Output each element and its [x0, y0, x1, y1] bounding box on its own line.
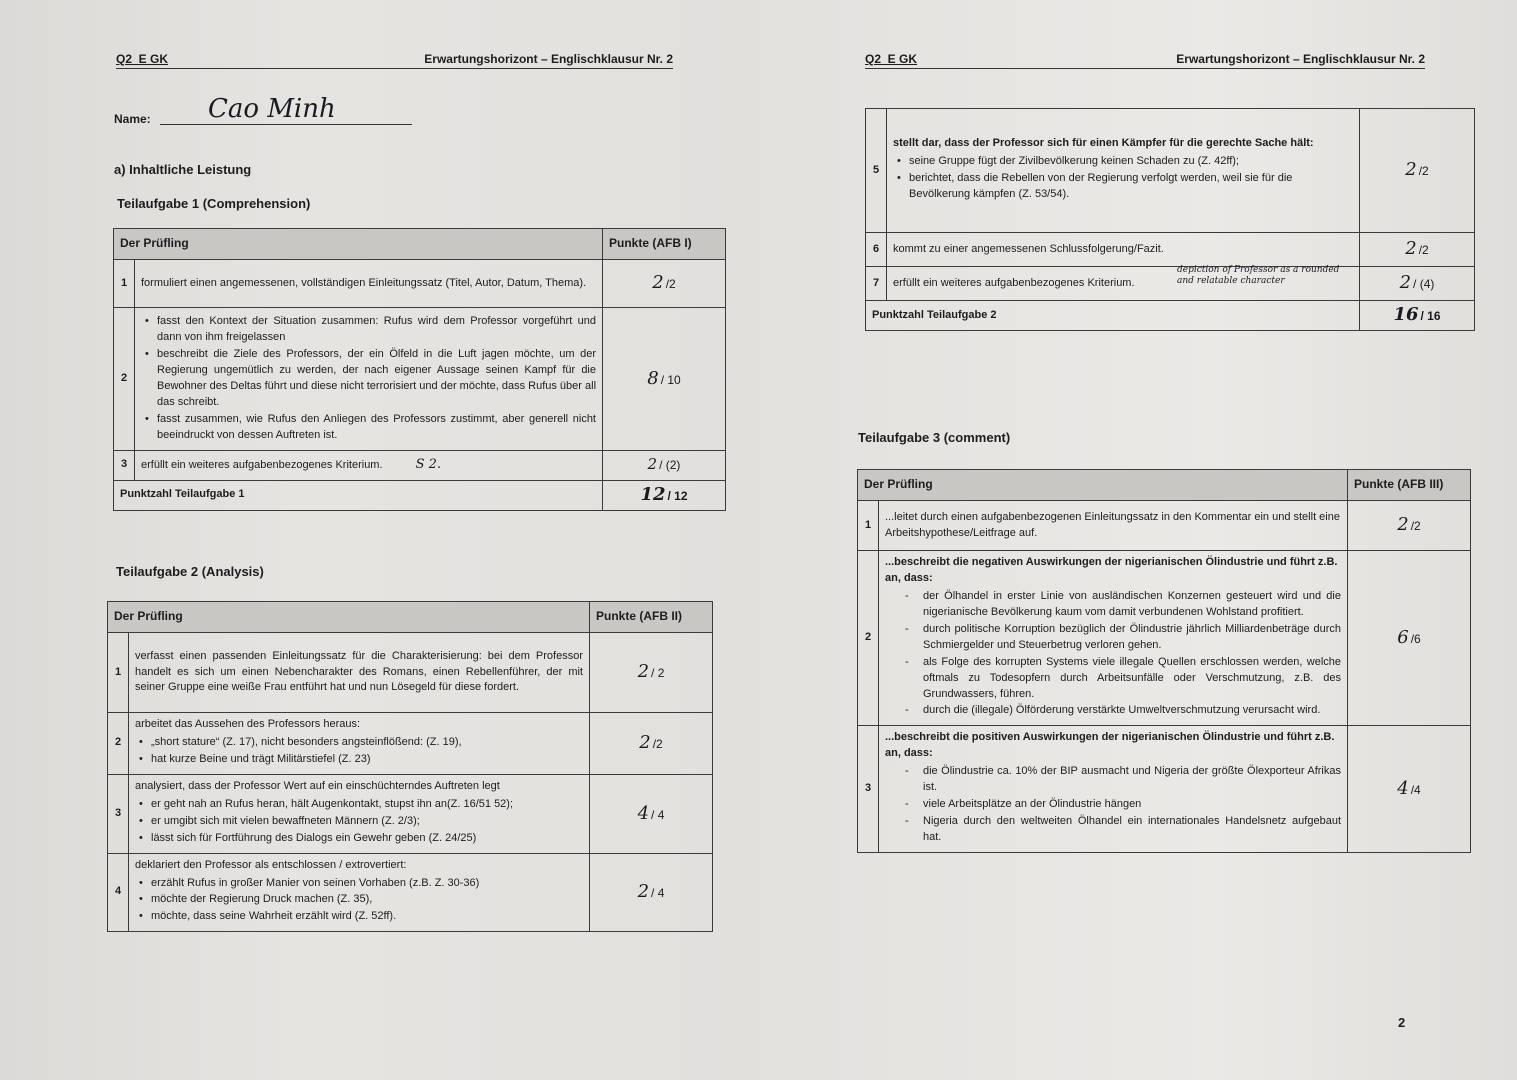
row-number: 6	[866, 233, 887, 267]
page-number: 2	[1398, 1015, 1406, 1030]
criterion-intro: ...beschreibt die positiven Auswirkungen der nigerianischen Ölindustrie und führt z.B. an, dass:	[885, 731, 1335, 760]
score-max: /2	[1410, 519, 1421, 534]
row-number: 1	[858, 501, 879, 551]
table-row	[114, 450, 726, 480]
task3-table	[857, 469, 1471, 853]
criterion-bullets	[135, 876, 583, 926]
table-row	[866, 233, 1475, 267]
bullet-item: • lässt sich für Fortführung des Dialogs ein Gewehr geben (Z. 24/25)	[151, 831, 583, 847]
table-row	[866, 267, 1475, 301]
page-header	[116, 52, 673, 69]
score-cell	[1360, 109, 1475, 233]
score-value: 2	[637, 661, 650, 683]
score-value: 2	[637, 881, 650, 903]
score-max: /4	[1410, 783, 1421, 798]
score-max: /2	[652, 737, 663, 752]
score-max: / 4	[651, 886, 665, 901]
score-value: 2	[647, 455, 658, 474]
handwritten-note: S 2.	[415, 456, 442, 472]
dash-item: - Nigeria durch den weltweiten Ölhandel ein internationales Handelsnetz aufgebaut hat.	[923, 814, 1341, 846]
criterion-label: erfüllt ein weiteres aufgabenbezogenes Kriterium.	[141, 458, 383, 471]
score-cell	[603, 260, 726, 308]
criterion-text	[887, 267, 1360, 301]
score-cell	[603, 450, 726, 480]
bullet-item: • beschreibt die Ziele des Professors, der ein Ölfeld in die Luft jagen möchte, um der Regierung ungemütlich zu werden, der nach eigener Aussage seinen Kampf für die Bewohner des Deltas führt und diese nicht terrorisiert und der möchte, dass Rufus über all das schreibt.	[157, 347, 596, 411]
bullet-item: • fasst zusammen, wie Rufus den Anliegen des Professors zustimmt, aber generell nicht beeindruckt von dessen Auftreten ist.	[157, 412, 596, 444]
total-max: / 12	[667, 488, 688, 503]
criterion-text	[135, 308, 603, 451]
table-row	[108, 774, 713, 853]
score-max: / 10	[660, 372, 681, 387]
dash-item: - der Ölhandel in erster Linie von ausländischen Konzernen gesteuert wird und die nigerianische Bevölkerung kaum vom damit verbundenen Wohlstand profitiert.	[923, 589, 1341, 621]
table-row	[108, 853, 713, 932]
dash-item: - die Ölindustrie ca. 10% der BIP ausmacht und Nigeria der größte Ölexporteur Afrikas ist.	[923, 764, 1341, 796]
criterion-text	[129, 713, 590, 775]
score-cell	[1360, 233, 1475, 267]
row-number: 2	[108, 713, 129, 775]
score-max: /6	[1410, 632, 1421, 647]
score-cell	[1360, 267, 1475, 301]
score-max: / (4)	[1413, 277, 1435, 292]
score-value: 2	[1405, 238, 1417, 260]
criterion-text	[129, 774, 590, 853]
score-cell	[590, 774, 713, 853]
name-line	[160, 124, 412, 125]
dash-item: - viele Arbeitsplätze an der Ölindustrie hängen	[923, 797, 1341, 813]
criterion-text	[879, 551, 1348, 726]
criterion-intro: deklariert den Professor als entschlossen / extrovertiert:	[135, 858, 407, 871]
score-cell	[1348, 726, 1471, 853]
table-row	[858, 551, 1471, 726]
score-value: 8	[647, 367, 659, 389]
score-max: /2	[665, 277, 676, 292]
total-label: Punktzahl Teilaufgabe 1	[114, 480, 603, 510]
bullet-item: • er umgibt sich mit vielen bewaffneten Männern (Z. 2/3);	[151, 814, 583, 830]
score-cell	[1348, 501, 1471, 551]
row-number: 4	[108, 853, 129, 932]
row-number: 1	[108, 633, 129, 713]
total-score-cell	[1360, 301, 1475, 331]
table-row	[858, 726, 1471, 853]
table-row	[108, 633, 713, 713]
criterion-bullets	[893, 154, 1353, 203]
criterion-intro: arbeitet das Aussehen des Professors heraus:	[135, 718, 361, 730]
criterion-intro: analysiert, dass der Professor Wert auf ein einschüchterndes Auftreten legt	[135, 779, 500, 792]
row-number: 2	[858, 551, 879, 726]
right-page	[760, 0, 1517, 1080]
score-max: /2	[1418, 164, 1429, 179]
score-cell	[590, 633, 713, 713]
row-number: 7	[866, 267, 887, 301]
criterion-text	[879, 726, 1348, 853]
bullet-item: • er geht nah an Rufus heran, hält Augenkontakt, stupst ihn an(Z. 16/51 52);	[151, 797, 583, 813]
bullet-item: • fasst den Kontext der Situation zusammen: Rufus wird dem Professor vorgeführt und dann von ihm freigelassen	[157, 314, 596, 346]
task2-continued-table	[865, 108, 1475, 331]
student-name: Cao Minh	[208, 94, 336, 124]
criterion-text: verfasst einen passenden Einleitungssatz für die Charakterisierung: bei dem Professor handelt es sich um einen Nebencharakter des Romans, einen Rebellenführer, der mit seiner Gruppe eine weiße Frau entführt hat und nun Lösegeld für diese fordert.	[129, 633, 590, 713]
bullet-item: • hat kurze Beine und trägt Militärstiefel (Z. 23)	[151, 752, 583, 768]
row-number: 1	[114, 260, 135, 308]
criterion-dash-list	[885, 589, 1341, 720]
criterion-bullets	[141, 314, 596, 444]
criterion-dash-list	[885, 764, 1341, 846]
course-code: Q2_E GK	[865, 52, 918, 66]
criterion-text: ...leitet durch einen aufgabenbezogenen Einleitungssatz in den Kommentar ein und stellt eine Arbeitshypothese/Leitfrage auf.	[879, 501, 1348, 551]
criterion-text: kommt zu einer angemessenen Schlussfolgerung/Fazit.	[887, 233, 1360, 267]
criterion-text: formuliert einen angemessenen, vollständigen Einleitungssatz (Titel, Autor, Datum, Thema).	[135, 260, 603, 308]
score-cell	[603, 308, 726, 451]
total-score-cell	[603, 480, 726, 510]
bullet-item: • seine Gruppe fügt der Zivilbevölkerung keinen Schaden zu (Z. 42ff);	[909, 154, 1353, 170]
dash-item: - durch die (illegale) Ölförderung verstärkte Umweltverschmutzung verursacht wird.	[923, 703, 1341, 719]
score-value: 2	[1399, 272, 1412, 294]
score-max: /2	[1418, 243, 1429, 258]
criterion-label: erfüllt ein weiteres aufgabenbezogenes Kriterium.	[893, 276, 1135, 289]
total-max: / 16	[1420, 309, 1441, 324]
row-number: 3	[114, 450, 135, 480]
row-number: 3	[858, 726, 879, 853]
dash-item: - als Folge des korrupten Systems viele illegale Quellen erschlossen werden, welche oftmals zu Todesopfern durch Arbeitsunfälle oder Verschmutzung, z.B. des Grundwassers, führen.	[923, 655, 1341, 703]
task1-title: Teilaufgabe 1 (Comprehension)	[117, 196, 311, 211]
task1-table	[113, 228, 726, 511]
criterion-text	[887, 109, 1360, 233]
total-row	[866, 301, 1475, 331]
total-label: Punktzahl Teilaufgabe 2	[866, 301, 1360, 331]
col-criteria: Der Prüfling	[858, 470, 1348, 501]
row-number: 2	[114, 308, 135, 451]
task3-title: Teilaufgabe 3 (comment)	[858, 430, 1011, 445]
score-value: 4	[637, 802, 650, 824]
table-row	[866, 109, 1475, 233]
row-number: 5	[866, 109, 887, 233]
score-value: 6	[1397, 627, 1409, 649]
col-points: Punkte (AFB II)	[590, 602, 713, 633]
criterion-text	[129, 853, 590, 932]
total-row	[114, 480, 726, 510]
course-code: Q2_E GK	[116, 52, 169, 66]
task2-title: Teilaufgabe 2 (Analysis)	[116, 564, 264, 579]
criterion-text	[135, 450, 603, 480]
bullet-item: • „short stature“ (Z. 17), nicht besonders angsteinflößend: (Z. 19),	[151, 735, 583, 751]
score-cell	[590, 853, 713, 932]
header-title: Erwartungshorizont – Englischklausur Nr. 2	[424, 52, 673, 66]
col-criteria: Der Prüfling	[114, 229, 603, 260]
score-cell	[1348, 551, 1471, 726]
score-max: / 4	[651, 807, 665, 822]
header-title: Erwartungshorizont – Englischklausur Nr. 2	[1176, 52, 1425, 66]
total-score: 16	[1393, 304, 1419, 326]
handwritten-note: depiction of Professor as a rounded and relatable character	[1177, 265, 1340, 286]
score-cell	[590, 713, 713, 775]
col-points: Punkte (AFB III)	[1348, 470, 1471, 501]
total-score: 12	[640, 483, 666, 505]
score-value: 2	[1405, 159, 1417, 181]
col-points: Punkte (AFB I)	[603, 229, 726, 260]
score-value: 4	[1397, 778, 1409, 800]
table-row	[114, 260, 726, 308]
criterion-bullets	[135, 797, 583, 847]
bullet-item: • erzählt Rufus in großer Manier von seinen Vorhaben (z.B. Z. 30-36)	[151, 876, 583, 892]
task2-table	[107, 601, 713, 932]
name-label: Name:	[114, 112, 151, 126]
row-number: 3	[108, 774, 129, 853]
score-value: 2	[652, 272, 664, 294]
section-title: a) Inhaltliche Leistung	[114, 162, 252, 177]
score-max: / 2	[651, 666, 665, 681]
criterion-intro: stellt dar, dass der Professor sich für einen Kämpfer für die gerechte Sache hält:	[893, 137, 1314, 150]
criterion-bullets	[135, 735, 583, 768]
score-value: 2	[1397, 514, 1409, 536]
score-max: / (2)	[659, 458, 681, 473]
bullet-item: • berichtet, dass die Rebellen von der Regierung verfolgt werden, weil sie für die Bevölkerung kämpfen (Z. 53/54).	[909, 171, 1353, 203]
dash-item: - durch politische Korruption bezüglich der Ölindustrie jährlich Milliardenbeträge durch Schmiergelder und Steuerbetrug verloren gehen.	[923, 622, 1341, 654]
page-header	[865, 52, 1425, 69]
table-row	[114, 308, 726, 451]
score-value: 2	[639, 732, 651, 754]
bullet-item: • möchte, dass seine Wahrheit erzählt wird (Z. 52ff).	[151, 909, 583, 925]
table-row	[108, 713, 713, 775]
table-row	[858, 501, 1471, 551]
bullet-item: • möchte der Regierung Druck machen (Z. 35),	[151, 892, 583, 908]
col-criteria: Der Prüfling	[108, 602, 590, 633]
criterion-intro: ...beschreibt die negativen Auswirkungen der nigerianischen Ölindustrie und führt z.B. an, dass:	[885, 556, 1338, 584]
